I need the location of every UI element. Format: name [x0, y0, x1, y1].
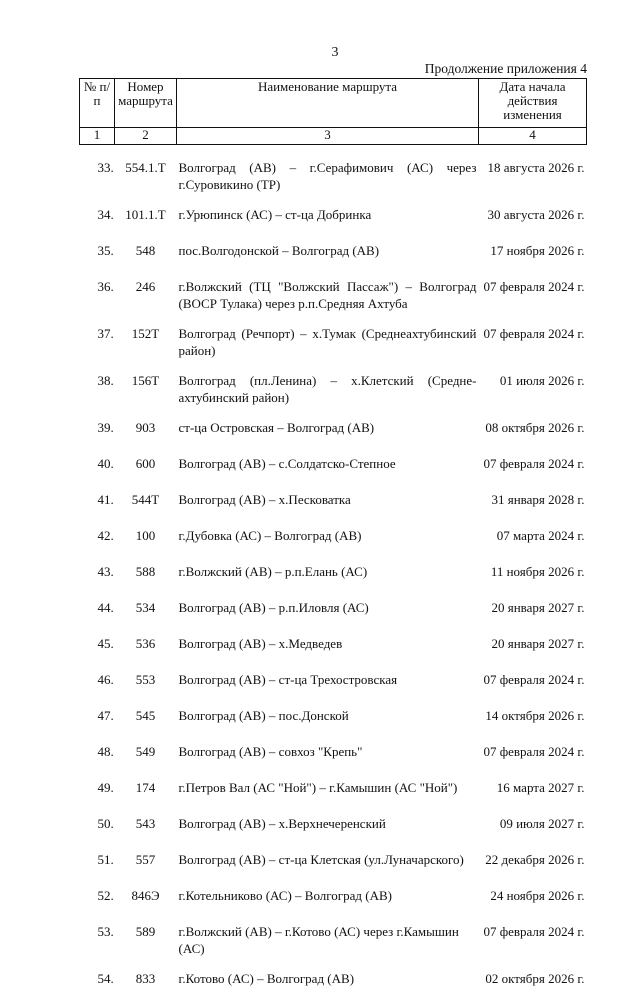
route-name: Волгоград (Речпорт) – х.Тумак (Среднеахтубинский район): [178, 326, 477, 358]
route-number: 589: [135, 924, 156, 939]
route-number: 534: [135, 600, 156, 615]
route-number: 548: [135, 243, 156, 258]
table-row: [80, 419, 587, 455]
start-date: 07 февраля 2024 г.: [483, 456, 585, 471]
route-number: 554.1.Т: [125, 160, 166, 175]
page-number: 3: [331, 45, 339, 60]
route-number: 549: [135, 744, 156, 759]
route-name: г.Волжский (ТЦ "Волжский Пассаж") – Волгоград (ВОСР Тулака) через р.п.Средняя Ахтуба: [178, 279, 477, 311]
row-number: 53.: [97, 924, 114, 939]
start-date: 09 июля 2027 г.: [499, 816, 585, 831]
table-row: [80, 671, 587, 707]
row-number: 49.: [97, 780, 114, 795]
start-date: 07 февраля 2024 г.: [483, 326, 585, 341]
route-name: г.Котово (АС) – Волгоград (АВ): [178, 971, 355, 986]
route-name: Волгоград (АВ) – р.п.Иловля (АС): [178, 600, 369, 615]
route-number: 557: [135, 852, 156, 867]
routes-table: [79, 78, 587, 1006]
row-number: 38.: [97, 373, 114, 388]
row-number: 39.: [97, 420, 114, 435]
column-number-1: 1: [80, 128, 115, 145]
header-number: № п/п: [80, 79, 115, 128]
row-number: 52.: [97, 888, 114, 903]
header-route-number: Номер маршрута: [115, 79, 177, 128]
row-number: 34.: [97, 207, 114, 222]
column-number-4: 4: [479, 128, 587, 145]
row-number: 40.: [97, 456, 114, 471]
route-name: Волгоград (АВ) – ст-ца Трехостровская: [178, 672, 398, 687]
route-number: 543: [135, 816, 156, 831]
route-name: г.Дубовка (АС) – Волгоград (АВ): [178, 528, 362, 543]
table-row: [80, 455, 587, 491]
route-name: г.Котельниково (АС) – Волгоград (АВ): [178, 888, 392, 903]
table-row: [80, 563, 587, 599]
route-number: 588: [135, 564, 156, 579]
route-number: 846Э: [131, 888, 160, 903]
route-number: 544Т: [131, 492, 160, 507]
row-number: 36.: [97, 279, 114, 294]
row-number: 33.: [97, 160, 114, 175]
route-number: 156Т: [131, 373, 160, 388]
table-row: [80, 851, 587, 887]
table-row: [80, 923, 587, 970]
table-row: [80, 242, 587, 278]
row-number: 35.: [97, 243, 114, 258]
start-date: 02 октября 2026 г.: [485, 971, 585, 986]
route-number: 101.1.Т: [125, 207, 166, 222]
header-route-name: Наименование маршрута: [177, 79, 479, 128]
row-number: 45.: [97, 636, 114, 651]
route-number: 545: [135, 708, 156, 723]
table-row: [80, 206, 587, 242]
route-name: Волгоград (АВ) – совхоз "Крепь": [178, 744, 363, 759]
table-row: [80, 635, 587, 671]
start-date: 31 января 2028 г.: [491, 492, 585, 507]
route-number: 100: [135, 528, 156, 543]
route-name: пос.Волгодонской – Волгоград (АВ): [178, 243, 380, 258]
start-date: 08 октября 2026 г.: [485, 420, 585, 435]
route-number: 553: [135, 672, 156, 687]
start-date: 14 октября 2026 г.: [485, 708, 585, 723]
row-number: 46.: [97, 672, 114, 687]
table-row: [80, 970, 587, 1006]
row-number: 47.: [97, 708, 114, 723]
route-name: Волгоград (АВ) – х.Песковатка: [178, 492, 351, 507]
route-name: Волгоград (пл.Ленина) – х.Клетский (Средне-ахтубинский район): [178, 373, 477, 405]
table-row: [80, 491, 587, 527]
start-date: 17 ноября 2026 г.: [490, 243, 585, 258]
start-date: 22 декабря 2026 г.: [485, 852, 585, 867]
route-number: 536: [135, 636, 156, 651]
route-name: Волгоград (АВ) – пос.Донской: [178, 708, 349, 723]
start-date: 07 февраля 2024 г.: [483, 672, 585, 687]
route-name: г.Урюпинск (АС) – ст-ца Добринка: [178, 207, 372, 222]
start-date: 07 февраля 2024 г.: [483, 279, 585, 294]
route-name: Волгоград (АВ) – г.Серафимович (АС) через г.Суровикино (ТР): [178, 160, 477, 192]
continuation-label: Продолжение приложения 4: [424, 61, 587, 76]
column-number-3: 3: [177, 128, 479, 145]
route-name: Волгоград (АВ) – х.Медведев: [178, 636, 343, 651]
start-date: 01 июля 2026 г.: [499, 373, 585, 388]
route-number: 903: [135, 420, 156, 435]
table-row: [80, 278, 587, 325]
table-row: [80, 372, 587, 419]
table-row: [80, 325, 587, 372]
route-number: 833: [135, 971, 156, 986]
start-date: 20 января 2027 г.: [491, 636, 585, 651]
route-name: ст-ца Островская – Волгоград (АВ): [178, 420, 375, 435]
route-number: 600: [135, 456, 156, 471]
row-number: 43.: [97, 564, 114, 579]
row-number: 51.: [97, 852, 114, 867]
route-number: 152Т: [131, 326, 160, 341]
row-number: 48.: [97, 744, 114, 759]
route-name: Волгоград (АВ) – ст-ца Клетская (ул.Луначарского): [178, 852, 464, 867]
route-name: Волгоград (АВ) – х.Верхнечеренский: [178, 816, 386, 831]
table-row: [80, 815, 587, 851]
table-row: [80, 887, 587, 923]
start-date: 24 ноября 2026 г.: [490, 888, 585, 903]
row-number: 44.: [97, 600, 114, 615]
table-row: [80, 599, 587, 635]
route-number: 246: [135, 279, 156, 294]
route-name: г.Волжский (АВ) – г.Котово (АС) через г.Камышин (АС): [178, 924, 459, 956]
header-start-date: Дата начала действия изменения: [479, 79, 587, 128]
row-number: 37.: [97, 326, 114, 341]
table-row: [80, 527, 587, 563]
start-date: 07 февраля 2024 г.: [483, 924, 585, 939]
start-date: 30 августа 2026 г.: [487, 207, 585, 222]
route-name: Волгоград (АВ) – с.Солдатско-Степное: [178, 456, 396, 471]
route-number: 174: [135, 780, 156, 795]
start-date: 07 февраля 2024 г.: [483, 744, 585, 759]
table-row: [80, 743, 587, 779]
start-date: 11 ноября 2026 г.: [490, 564, 585, 579]
start-date: 07 марта 2024 г.: [496, 528, 585, 543]
start-date: 20 января 2027 г.: [491, 600, 585, 615]
start-date: 18 августа 2026 г.: [487, 160, 585, 175]
row-number: 54.: [97, 971, 114, 986]
route-name: г.Петров Вал (АС "Ной") – г.Камышин (АС "Ной"): [178, 780, 458, 795]
table-row: [80, 707, 587, 743]
route-name: г.Волжский (АВ) – р.п.Елань (АС): [178, 564, 368, 579]
row-number: 41.: [97, 492, 114, 507]
row-number: 42.: [97, 528, 114, 543]
row-number: 50.: [97, 816, 114, 831]
column-number-2: 2: [115, 128, 177, 145]
table-row: [80, 779, 587, 815]
table-row: [80, 159, 587, 206]
start-date: 16 марта 2027 г.: [496, 780, 585, 795]
